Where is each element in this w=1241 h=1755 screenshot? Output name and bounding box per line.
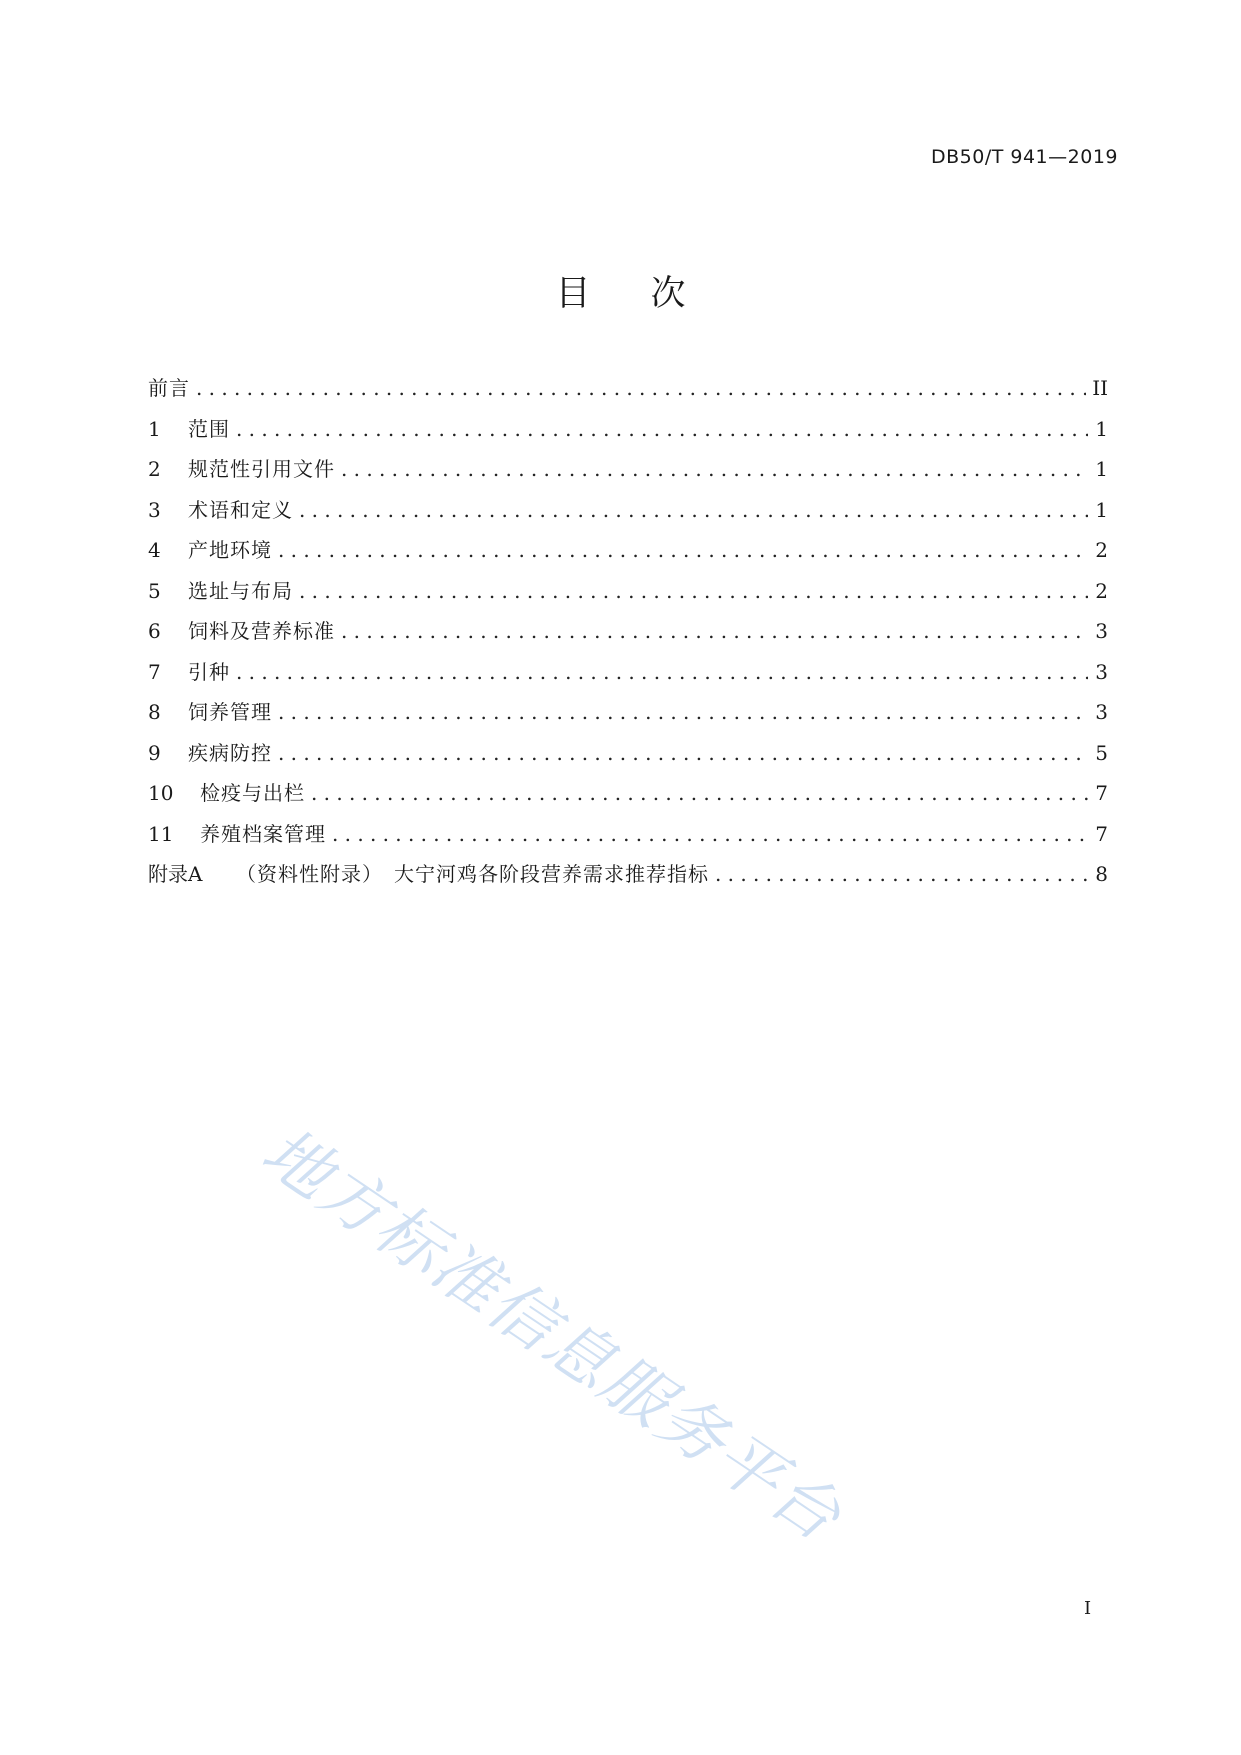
toc-leader-dots [236, 417, 1088, 441]
toc-leader-dots [299, 498, 1088, 522]
toc-entry-2[interactable] [148, 453, 1108, 494]
toc-entry-9[interactable] [148, 737, 1108, 778]
toc-entry-4[interactable] [148, 534, 1108, 575]
toc-entry-page: 8 [1095, 862, 1108, 886]
toc-leader-dots [311, 781, 1088, 805]
toc-entry-6[interactable] [148, 615, 1108, 656]
toc-entry-page: 3 [1095, 619, 1108, 643]
toc-entry-number: 附录A [148, 862, 203, 886]
toc-entry-label: 范围 [188, 416, 230, 441]
toc-entry-label: 术语和定义 [188, 497, 293, 522]
toc-entry-page: 2 [1095, 538, 1108, 562]
toc-entry-number: 11 [148, 821, 174, 846]
toc-entry-number: 6 [148, 619, 161, 643]
toc-entry-appendix-a[interactable] [148, 858, 1108, 899]
watermark-text: 地方标准信息服务平台 [248, 1112, 856, 1557]
toc-entry-page: 5 [1095, 740, 1108, 765]
toc-entry-label: 养殖档案管理 [200, 821, 326, 846]
toc-entry-label: 饲养管理 [188, 700, 272, 724]
toc-entry-label: 引种 [188, 659, 230, 684]
toc-entry-number: 10 [148, 781, 174, 805]
toc-entry-label: 检疫与出栏 [200, 781, 305, 805]
toc-entry-foreword[interactable] [148, 372, 1108, 413]
toc-leader-dots [715, 862, 1088, 886]
toc-leader-dots [196, 376, 1086, 400]
toc-entry-number: 1 [148, 416, 161, 441]
toc-leader-dots [278, 700, 1088, 724]
toc-entry-10[interactable] [148, 777, 1108, 818]
toc-leader-dots [236, 660, 1088, 684]
toc-entry-number: 7 [148, 659, 161, 684]
toc-entry-page: 3 [1095, 700, 1108, 724]
toc-entry-label: 饲料及营养标准 [188, 619, 335, 643]
toc-entry-page: 3 [1095, 659, 1108, 684]
toc-entry-label: 规范性引用文件 [188, 457, 335, 481]
toc-entry-page: 2 [1095, 578, 1108, 603]
toc-entry-page: 7 [1095, 781, 1108, 805]
toc-entry-8[interactable] [148, 696, 1108, 737]
toc-entry-number: 2 [148, 457, 161, 481]
toc-entry-number: 9 [148, 740, 161, 765]
toc-entry-page: 1 [1095, 416, 1108, 441]
toc-leader-dots [341, 619, 1088, 643]
toc-entry-number: 5 [148, 578, 161, 603]
toc-entry-3[interactable] [148, 494, 1108, 535]
toc-entry-5[interactable] [148, 575, 1108, 616]
toc-entry-number: 3 [148, 497, 161, 522]
toc-entry-label: 选址与布局 [188, 578, 293, 603]
toc-entry-1[interactable] [148, 413, 1108, 454]
toc-leader-dots [278, 538, 1088, 562]
toc-entry-page: 7 [1095, 821, 1108, 846]
toc-entry-number: 4 [148, 538, 161, 562]
toc-entry-page: 1 [1095, 497, 1108, 522]
toc-leader-dots [278, 741, 1088, 765]
toc-entry-page: II [1092, 376, 1108, 400]
toc-leader-dots [299, 579, 1088, 603]
document-code: DB50/T 941—2019 [930, 146, 1118, 168]
toc-entry-11[interactable] [148, 818, 1108, 859]
toc-entry-label: 疾病防控 [188, 740, 272, 765]
page-title: 目次 [555, 274, 746, 314]
page-number: I [1084, 1598, 1092, 1619]
toc-entry-7[interactable] [148, 656, 1108, 697]
toc-entry-label: （资料性附录） 大宁河鸡各阶段营养需求推荐指标 [236, 862, 709, 886]
table-of-contents [148, 372, 1108, 899]
toc-leader-dots [341, 457, 1088, 481]
toc-entry-number: 8 [148, 700, 161, 724]
toc-entry-label: 产地环境 [188, 538, 272, 562]
toc-entry-page: 1 [1095, 457, 1108, 481]
toc-entry-label: 前言 [148, 376, 190, 400]
toc-leader-dots [332, 822, 1088, 846]
